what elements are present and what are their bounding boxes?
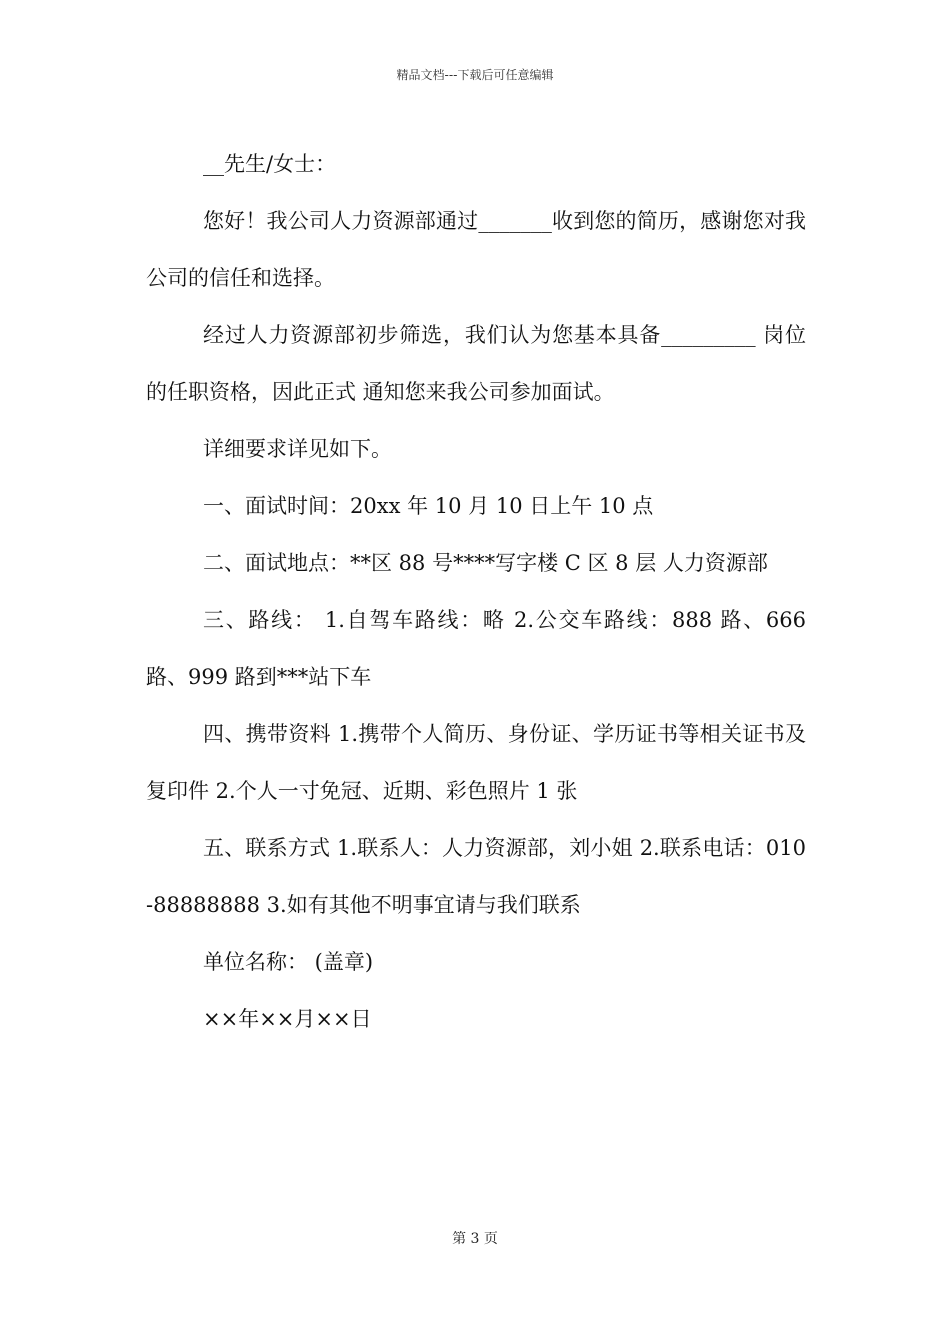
page-number: 第 3 页 — [452, 1231, 498, 1247]
paragraph-details-intro: 详细要求详见如下。 — [203, 437, 392, 461]
page-header: 精品文档---下载后可任意编辑 — [396, 68, 554, 82]
item-route: 三、路线： 1.自驾车路线：略 2.公交车路线：888 路、666 路、999 路到***站下车 — [146, 608, 806, 689]
item-contact: 五、联系方式 1.联系人：人力资源部，刘小姐 2.联系电话：010-88888888 3.如有其他不明事宜请与我们联系 — [146, 836, 806, 917]
date-line: ××年××月××日 — [203, 1007, 372, 1031]
paragraph-qualification: 经过人力资源部初步筛选，我们认为您基本具备_________ 岗位的任职资格，因此正式 通知您来我公司参加面试。 — [146, 323, 806, 404]
item-interview-location: 二、面试地点：**区 88 号****写字楼 C 区 8 层 人力资源部 — [203, 551, 768, 575]
letter-body — [146, 136, 806, 1048]
paragraph-intro: 您好！我公司人力资源部通过_______收到您的简历，感谢您对我公司的信任和选择。 — [146, 209, 806, 290]
salutation: __先生/女士： — [203, 152, 337, 176]
signature-line: 单位名称： (盖章) — [203, 950, 374, 974]
item-interview-time: 一、面试时间：20xx 年 10 月 10 日上午 10 点 — [203, 494, 654, 518]
item-materials: 四、携带资料 1.携带个人简历、身份证、学历证书等相关证书及复印件 2.个人一寸免冠、近期、彩色照片 1 张 — [146, 722, 806, 803]
